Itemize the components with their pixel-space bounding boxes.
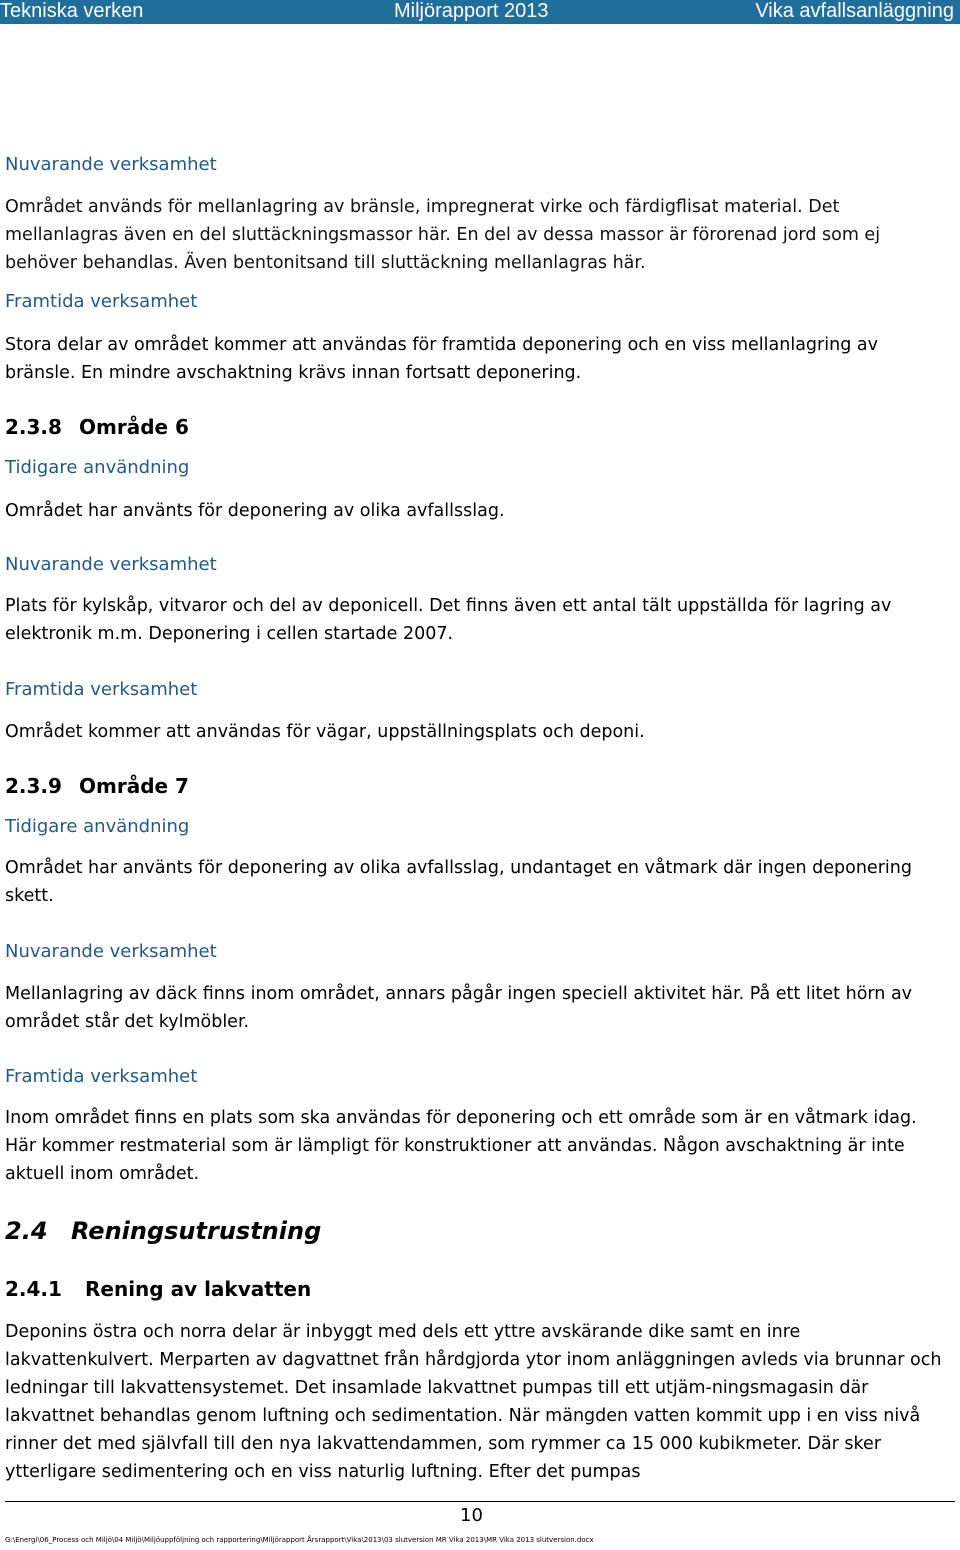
- section-number: 2.3.8: [5, 415, 62, 439]
- previous-use-label: Tidigare användning: [5, 457, 190, 478]
- section-heading-2-4-1: [5, 1276, 953, 1302]
- current-activity-label: Nuvarande verksamhet: [5, 154, 217, 175]
- section-number: 2.4: [5, 1217, 48, 1245]
- future-activity-text: Området kommer att användas för vägar, uppställningsplats och deponi.: [5, 722, 645, 742]
- current-activity-label: Nuvarande verksamhet: [5, 941, 217, 962]
- header-company: Tekniska verken: [0, 0, 144, 22]
- section-title: Reningsutrustning: [71, 1217, 322, 1245]
- header-report-title: Miljörapport 2013: [394, 0, 549, 22]
- section-title: Område 6: [79, 415, 189, 439]
- section-title: Rening av lakvatten: [85, 1277, 312, 1301]
- future-activity-label: Framtida verksamhet: [5, 291, 198, 312]
- leachate-treatment-text: Deponins östra och norra delar är inbyggt med dels ett yttre avskärande dike samt en inre lakvattenkulvert. Merparten av dagvattnet från hårdgjorda ytor inom anläggningen avleds via brunnar och ledningar till lakvattensystemet. Det insamlade lakvattnet pumpas till ett utjäm-ningsmagasin där lakvattnet behandlas genom luftning och sedimentation. När mängden vatten kommit upp i en viss nivå rinner det med självfall till den nya lakvattendammen, som rymmer ca 15 000 kubikmeter. Där sker ytterligare sedimentering och en viss naturlig luftning. Efter det pumpas: [5, 1322, 942, 1482]
- current-activity-text: Mellanlagring av däck finns inom området, annars pågår ingen speciell aktivitet här. På ett litet hörn av området står det kylmöbler.: [5, 984, 913, 1032]
- future-activity-text: Stora delar av området kommer att användas för framtida deponering och en viss mellanlagring av bränsle. En mindre avschaktning krävs innan fortsatt deponering.: [5, 335, 878, 383]
- section-title: Område 7: [79, 774, 189, 798]
- section-number: 2.4.1: [5, 1277, 62, 1301]
- previous-use-text: Området har använts för deponering av olika avfallsslag.: [5, 501, 505, 521]
- future-activity-text: Inom området finns en plats som ska användas för deponering och ett område som är en våtmark idag. Här kommer restmaterial som är lämpligt för konstruktioner att användas. Någon avschaktning är inte aktuell inom området.: [5, 1108, 917, 1184]
- section-heading-2-3-8: [5, 414, 953, 440]
- current-activity-text: Plats för kylskåp, vitvaror och del av deponicell. Det finns även ett antal tält uppställda för lagring av elektronik m.m. Deponering i cellen startade 2007.: [5, 596, 892, 644]
- section-number: 2.3.9: [5, 774, 62, 798]
- page-header: [0, 0, 960, 24]
- current-activity-text: Området används för mellanlagring av bränsle, impregnerat virke och färdigflisat material. Det mellanlagras även en del sluttäckningsmassor här. En del av dessa massor är förorenad jord som ej behöver behandlas. Även bentonitsand till sluttäckning mellanlagras här.: [5, 197, 881, 273]
- header-site: Vika avfallsanläggning: [755, 0, 954, 22]
- section-heading-2-3-9: [5, 773, 953, 799]
- page-number: 10: [460, 1505, 483, 1526]
- current-activity-label: Nuvarande verksamhet: [5, 554, 217, 575]
- section-heading-2-4: [5, 1216, 953, 1246]
- file-path: G:\Energi\06_Process och Miljö\04 Miljö\Miljöuppföljning och rapportering\Miljörapport Årsrapport\Vika\2013\03 slutversion MR Vika 2013\MR Vika 2013 slutversion.docx: [5, 1536, 594, 1544]
- previous-use-text: Området har använts för deponering av olika avfallsslag, undantaget en våtmark där ingen deponering skett.: [5, 858, 912, 906]
- footer-divider: [5, 1501, 955, 1502]
- future-activity-label: Framtida verksamhet: [5, 679, 198, 700]
- previous-use-label: Tidigare användning: [5, 816, 190, 837]
- future-activity-label: Framtida verksamhet: [5, 1066, 198, 1087]
